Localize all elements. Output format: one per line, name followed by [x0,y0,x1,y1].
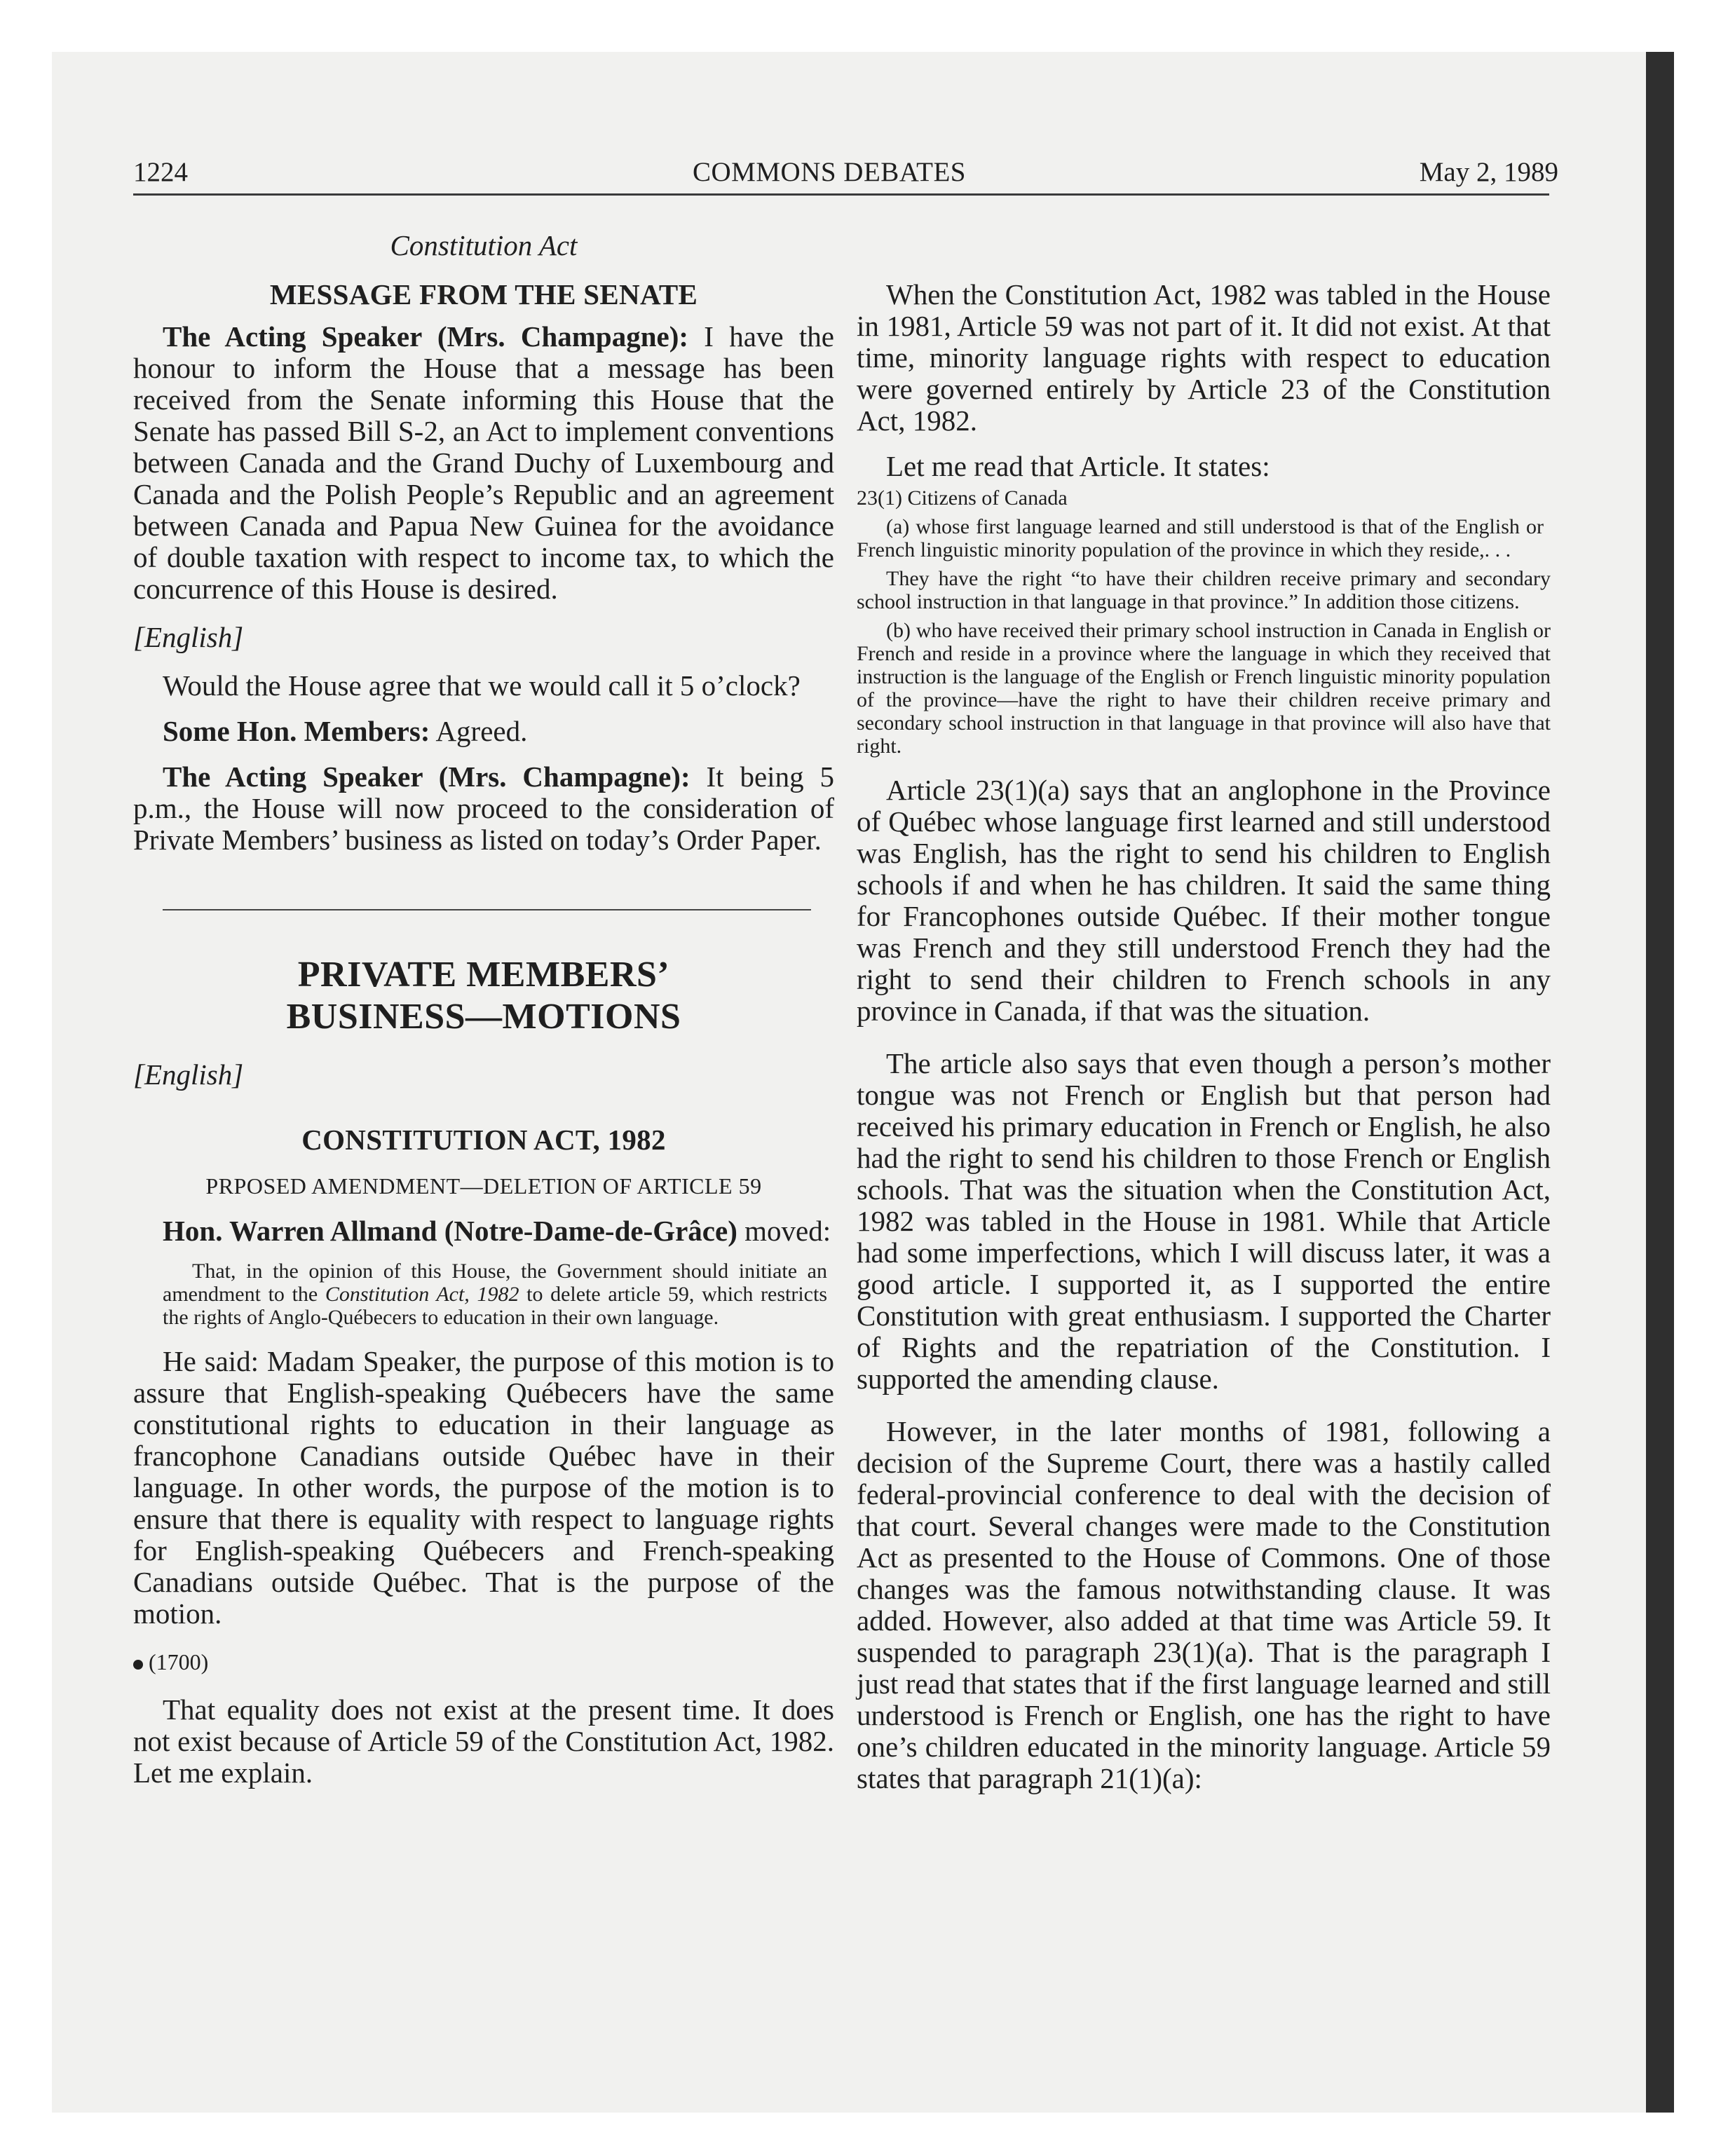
mover-verb: moved: [737,1215,831,1247]
time-stamp: (1700) [149,1649,209,1674]
act-title-italic: Constitution Act, 1982 [325,1283,519,1306]
quote-citizens: 23(1) Citizens of Canada [857,486,1068,510]
header-rule [133,193,1549,196]
page-date: May 2, 1989 [1419,157,1558,187]
section-divider [163,909,811,910]
pmb-heading-line-2: BUSINESS—MOTIONS [286,997,681,1037]
act-heading: CONSTITUTION ACT, 1982 [301,1124,666,1156]
speaker-paragraph-2 [133,761,834,856]
running-title: COMMONS DEBATES [693,157,966,187]
speech-paragraph-1: He said: Madam Speaker, the purpose of this motion is to assure that English-speaking Québecers have the same constitutional rights to education in their language as francophone Canadians outside Québec have in their language. In other words, the purpose of the motion is to ensure that there is equality with respect to language rights for English-speaking Québecers and French-speaking Canadians outside Québec. That is the purpose of the motion. [133,1345,834,1630]
right-paragraph-2: Let me read that Article. It states: [886,450,1270,482]
members-text: Agreed. [430,715,528,747]
motion-text: That, in the opinion of this House, the Government should initiate an amendment to the Constitution Act, 1982 to delete article 59, which restricts the rights of Anglo-Québecers to education in their own language. [163,1260,828,1329]
right-paragraph-5: However, in the later months of 1981, following a decision of the Supreme Court, there was a hastily called federal-provincial conference to deal with the decision of that court. Several changes were made to the Constitution Act as presented to the House of Commons. One of those changes was the famous notwithstanding clause. It was added. However, also added at that time was Article 59. It suspended to paragraph 23(1)(a). That is the paragraph I just read that states that if the first language learned and still understood is French or English, one has the right to have one’s children educated in the minority language. Article 59 states that paragraph 21(1)(a): [857,1415,1551,1794]
quote-b: (b) who have received their primary school instruction in Canada in English or French and reside in a province where the language in which they received that instruction is the language of the English or French linguistic minority population of the province—have the right to have their children receive primary and secondary school instruction in that language in that province will also have that right. [857,619,1551,758]
speaker-text: It being 5 p.m., the House will now proceed to the consideration of Private Members’ business as listed on today’s Order Paper. [133,760,834,856]
amendment-heading: PRPOSED AMENDMENT—DELETION OF ARTICLE 59 [205,1173,762,1199]
language-note: [English] [133,1058,244,1091]
question-paragraph: Would the House agree that we would call it 5 o’clock? [163,669,801,702]
members-name: Some Hon. Members: [163,715,430,747]
right-paragraph-3: Article 23(1)(a) says that an anglophone in the Province of Québec whose language first learned and still understood was English, has the right to send his children to English schools if and when he has children. It said the same thing for Francophones outside Québec. If their mother tongue was French and they still understood French they had the right to send their children to French schools in any province in Canada, if that was the situation. [857,774,1551,1027]
quote-a: (a) whose first language learned and still understood is that of the English or French linguistic minority population of the province in which they reside,. . . [857,515,1544,561]
members-reply [133,716,834,747]
right-paragraph-4: The article also says that even though a person’s mother tongue was not French or English but that person had received his primary education in French or English, he also had the right to send his children to those French or English schools. That was the situation when the Constitution Act, 1982 was tabled in the House in 1981. While that Article had some imperfections, which I will discuss later, it was a good article. I supported it, as I supported the entire Constitution with great enthusiasm. I supported the Charter of Rights and the repatriation of the Constitution. I supported the amending clause. [857,1047,1551,1395]
time-marker [133,1648,834,1676]
language-note: [English] [133,621,244,653]
speaker-name: The Acting Speaker (Mrs. Champagne): [163,760,690,793]
page-number: 1224 [133,157,188,187]
scan-edge [1646,52,1674,2113]
left-column [133,223,834,1789]
speaker-paragraph-1 [133,321,834,605]
right-paragraph-1: When the Constitution Act, 1982 was tabled in the House in 1981, Article 59 was not part of it. It did not exist. At that time, minority language rights with respect to education were governed entirely by Article 23 of the Constitution Act, 1982. [857,278,1551,437]
bullet-icon [133,1660,143,1670]
speaker-text: I have the honour to inform the House that a message has been received from the Senate informing this House that the Senate has passed Bill S-2, an Act to implement conventions between Canada and the Grand Duchy of Luxembourg and Canada and the Polish People’s Republic and an agreement between Canada and Papua New Guinea for the avoidance of double taxation with respect to income tax, to which the concurrence of this House is desired. [133,320,834,605]
motion-mover [133,1215,834,1247]
message-heading: MESSAGE FROM THE SENATE [269,278,698,311]
mover-name: Hon. Warren Allmand (Notre-Dame-de-Grâce) [163,1215,737,1247]
section-title: Constitution Act [390,229,578,261]
right-column [857,223,1551,1794]
quote-right: They have the right “to have their children receive primary and secondary school instruction in that language in that province.” In addition those citizens. [857,567,1551,613]
pmb-heading-line-1: PRIVATE MEMBERS’ [297,955,670,995]
speaker-name: The Acting Speaker (Mrs. Champagne): [163,320,689,353]
speech-paragraph-2: That equality does not exist at the present time. It does not exist because of Article 59 of the Constitution Act, 1982. Let me explain. [133,1693,834,1789]
